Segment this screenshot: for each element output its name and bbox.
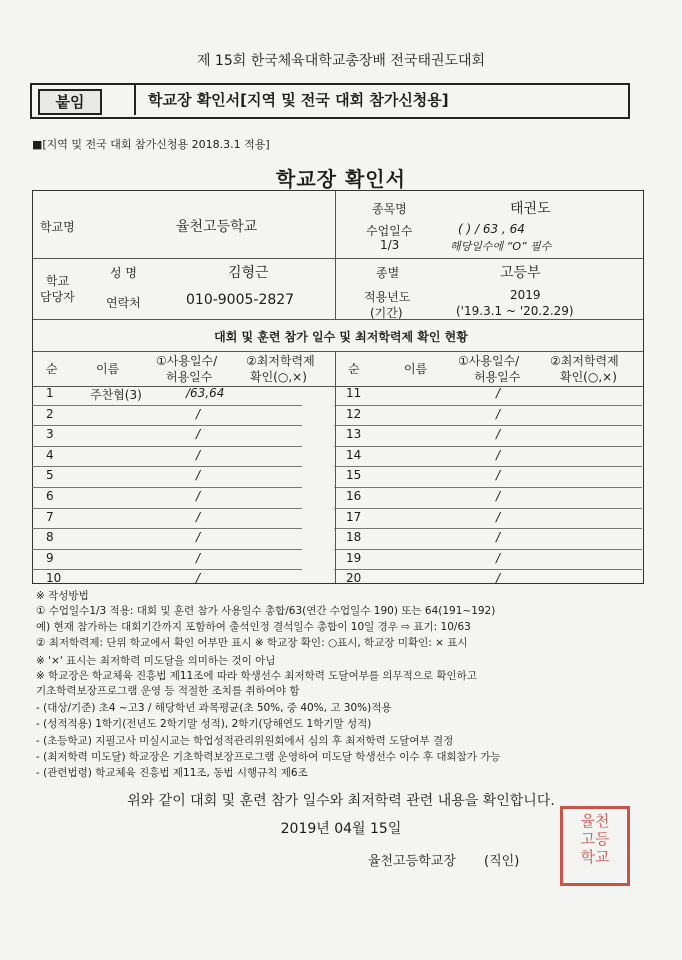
row-divider xyxy=(334,446,642,447)
instruction-line: ① 수업일수1/3 적용: 대회 및 훈련 참가 사용일수 총합/63(연간 수업일수 190) 또는 64(191~192) xyxy=(36,605,496,617)
row-number: 11 xyxy=(346,386,362,400)
col-academic-left-2: 확인(○,×) xyxy=(250,370,307,384)
row-divider xyxy=(32,508,302,509)
days-used: / xyxy=(496,550,501,565)
school-label: 학교명 xyxy=(40,220,75,234)
row-number: 5 xyxy=(46,468,54,483)
confirmation-statement: 위와 같이 대회 및 훈련 참가 일수와 최저학력 관련 내용을 확인합니다. xyxy=(127,793,555,809)
days-used: / xyxy=(496,509,501,524)
row-number: 20 xyxy=(346,571,362,586)
row-number: 15 xyxy=(346,468,362,483)
instruction-line: - (성적적용) 1학기(전년도 2학기말 성적), 2학기(당해연도 1학기말 성적) xyxy=(36,718,372,730)
year-label: 적용년도 xyxy=(364,290,411,304)
athlete-name: 주찬협(3) xyxy=(90,388,142,402)
row-divider xyxy=(32,487,302,488)
row-divider xyxy=(334,425,642,426)
col-days-right: ①사용일수/ xyxy=(458,354,520,368)
days-used: / xyxy=(496,468,501,483)
name-label: 성 명 xyxy=(110,266,137,280)
instruction-line: ※ 학교장은 학교체육 진흥법 제11조에 따라 학생선수 최저학력 도달여부를 의무적으로 확인하고 xyxy=(36,670,477,682)
application-note: ■[지역 및 전국 대회 참가신청용 2018.3.1 적용] xyxy=(32,138,270,151)
divider xyxy=(335,191,336,319)
row-divider xyxy=(32,446,302,447)
contact-value: 010-9005-2827 xyxy=(186,292,295,308)
row-number: 10 xyxy=(46,571,62,586)
instruction-line: - (초등학교) 지필고사 미실시교는 학업성적관리위원회에서 심의 후 최저학력 도달여부 결정 xyxy=(36,735,454,747)
row-number: 19 xyxy=(346,550,362,565)
status-title: 대회 및 훈련 참가 일수 및 최저학력제 확인 현황 xyxy=(214,330,468,344)
row-divider xyxy=(334,405,642,406)
col-days-right-2: 허용일수 xyxy=(474,370,521,384)
principal-signature-line xyxy=(368,850,519,869)
instruction-line: - (대상/기준) 초4 ~고3 / 해당학년 과목평균(초 50%, 중 40%, 고 30%)적용 xyxy=(36,702,392,714)
year-label-2: (기간) xyxy=(370,306,403,320)
row-number: 9 xyxy=(46,550,54,565)
col-academic-left: ②최저학력제 xyxy=(246,354,315,368)
row-divider xyxy=(32,549,302,550)
days-label: 수업일수 xyxy=(366,224,413,238)
divider xyxy=(33,319,643,320)
col-days-left-2: 허용일수 xyxy=(166,370,213,384)
col-name-right: 이름 xyxy=(404,362,428,376)
confirmation-date: 2019년 04월 15일 xyxy=(280,821,402,837)
days-note: 해당일수에 “O” 필수 xyxy=(450,240,552,253)
days-used: / xyxy=(496,386,501,400)
attachment-tag: 붙임 xyxy=(38,89,102,115)
manager-name: 김형근 xyxy=(228,265,269,281)
days-label-fraction: 1/3 xyxy=(380,238,400,252)
instruction-line: 기초학력보장프로그램 운영 등 적절한 조치를 취하여야 함 xyxy=(36,685,300,697)
row-number: 8 xyxy=(46,530,54,545)
days-used: / xyxy=(496,530,501,545)
row-divider xyxy=(334,487,642,488)
row-number: 13 xyxy=(346,427,362,442)
col-no-right: 순 xyxy=(348,362,360,376)
manager-label: 학교 xyxy=(46,274,70,288)
col-name-left: 이름 xyxy=(96,362,120,376)
row-number: 7 xyxy=(46,509,54,524)
header-box xyxy=(30,83,630,119)
row-number: 4 xyxy=(46,447,54,462)
signer-suffix: (직인) xyxy=(484,854,520,869)
row-divider xyxy=(334,508,642,509)
school-value: 율천고등학교 xyxy=(176,219,258,235)
days-used: / xyxy=(496,489,501,503)
days-used: / xyxy=(196,468,201,483)
row-divider xyxy=(32,405,302,406)
row-number: 1 xyxy=(46,386,54,400)
days-used: / xyxy=(496,406,501,421)
instruction-line: ※ 작성방법 xyxy=(36,590,89,602)
days-used: / xyxy=(196,447,201,462)
header-title: 학교장 확인서[지역 및 전국 대회 참가신청용] xyxy=(134,85,628,115)
event-title: 제 15회 한국체육대학교총장배 전국태권도대회 xyxy=(196,53,486,69)
contact-label: 연락처 xyxy=(106,296,141,310)
instruction-line: - (최저학력 미도달) 학교장은 기초학력보장프로그램 운영하여 미도달 학생선수 이수 후 대회참가 가능 xyxy=(36,751,501,763)
days-used: / xyxy=(196,406,201,421)
days-used: /63,64 xyxy=(186,386,225,400)
row-number: 14 xyxy=(346,447,362,462)
row-number: 6 xyxy=(46,489,54,503)
days-value: ( ) / 63 , 64 xyxy=(458,222,525,236)
days-used: / xyxy=(496,447,501,462)
division-label: 종별 xyxy=(376,266,400,280)
manager-label-2: 담당자 xyxy=(40,290,75,304)
col-academic-right: ②최저학력제 xyxy=(550,354,619,368)
document-title: 학교장 확인서 xyxy=(276,167,406,191)
row-number: 2 xyxy=(46,406,54,421)
event-label: 종목명 xyxy=(372,202,407,216)
year-value: 2019 xyxy=(510,288,541,302)
instruction-line: ※ '×' 표시는 최저학력 미도달을 의미하는 것이 아님 xyxy=(36,655,276,667)
row-divider xyxy=(32,425,302,426)
col-no-left: 순 xyxy=(46,362,58,376)
row-number: 3 xyxy=(46,427,54,442)
col-days-left: ①사용일수/ xyxy=(156,354,218,368)
days-used: / xyxy=(196,427,201,442)
days-used: / xyxy=(196,509,201,524)
row-divider xyxy=(334,569,642,570)
row-number: 17 xyxy=(346,509,362,524)
instruction-line: 예) 현재 참가하는 대회기간까지 포함하여 출석인정 결석일수 총합이 10일 경우 ⇨ 표기: 10/63 xyxy=(36,621,471,633)
event-value: 태권도 xyxy=(510,201,551,217)
col-academic-right-2: 확인(○,×) xyxy=(560,370,617,384)
row-number: 18 xyxy=(346,530,362,545)
days-used: / xyxy=(196,489,201,503)
period-value: ('19.3.1 ~ '20.2.29) xyxy=(456,304,574,318)
division-value: 고등부 xyxy=(500,265,541,281)
official-seal: 율천 고등 학교 xyxy=(560,806,630,886)
instruction-line: - (관련법령) 학교체육 진흥법 제11조, 동법 시행규칙 제6조 xyxy=(36,767,308,779)
days-used: / xyxy=(196,571,201,586)
row-divider xyxy=(334,528,642,529)
divider xyxy=(33,258,643,259)
row-divider xyxy=(32,466,302,467)
row-divider xyxy=(334,466,642,467)
days-used: / xyxy=(196,530,201,545)
signer-name: 율천고등학교장 xyxy=(368,854,456,869)
instruction-line: ② 최저학력제: 단위 학교에서 확인 어부만 표시 ※ 학교장 확인: ○표시, 학교장 미확인: × 표시 xyxy=(36,637,468,649)
days-used: / xyxy=(496,427,501,442)
days-used: / xyxy=(196,550,201,565)
row-divider xyxy=(334,549,642,550)
row-divider xyxy=(32,528,302,529)
row-number: 12 xyxy=(346,406,362,421)
days-used: / xyxy=(496,571,501,586)
row-number: 16 xyxy=(346,489,362,503)
row-divider xyxy=(32,569,302,570)
